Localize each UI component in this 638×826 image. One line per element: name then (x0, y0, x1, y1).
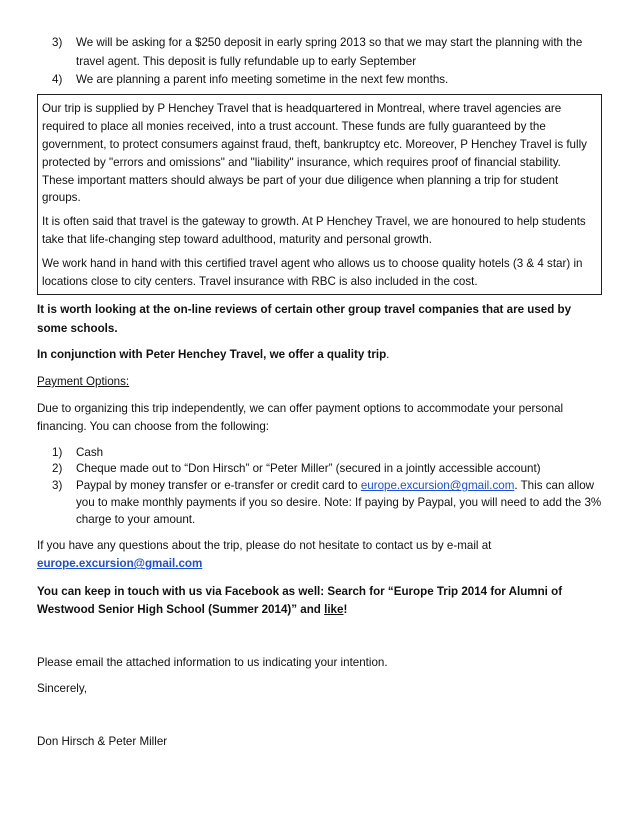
planning-list (37, 34, 602, 90)
list-number: 1) (52, 445, 63, 459)
conjunction-text: In conjunction with Peter Henchey Travel, we offer a quality trip (37, 348, 387, 362)
list-number: 3) (52, 36, 63, 49)
list-item (37, 71, 602, 90)
list-text: We are planning a parent info meeting sometime in the next few months. (76, 73, 449, 87)
payment-list (37, 445, 602, 529)
facebook-exclaim: ! (343, 603, 348, 617)
signature: Don Hirsch & Peter Miller (37, 734, 168, 748)
list-number: 2) (52, 462, 63, 476)
box-paragraph-hotels: We work hand in hand with this certified travel agent who allows us to choose quality hotels (3 & 4 star) in locations close to city centers. Travel insurance with RBC is also included in the cost. (42, 257, 583, 289)
list-item (37, 34, 602, 71)
list-number: 4) (52, 73, 63, 87)
facebook-like: like (324, 603, 344, 617)
letter-page (37, 34, 602, 759)
paypal-note: . This can allow you to make monthly payments if you so desire. Note: If paying by Paypal, you will need to add the 3% charge to your amount. (76, 479, 602, 526)
conjunction-period: . (386, 348, 390, 362)
list-text: We will be asking for a $250 deposit in early spring 2013 so that we may start the planning with the travel agent. This deposit is fully refundable up to early September (76, 36, 583, 68)
email-request: Please email the attached information to us indicating your intention. (37, 655, 388, 669)
questions-line (37, 537, 602, 574)
list-text: Cash (76, 445, 104, 459)
payment-intro: Due to organizing this trip independently, we can offer payment options to accommodate your personal financing. You can choose from the following: (37, 401, 564, 434)
reviews-note: It is worth looking at the on-line reviews of certain other group travel companies that are used by some schools. (37, 303, 572, 335)
list-item (37, 445, 602, 462)
facebook-line (37, 583, 602, 620)
list-text: Cheque made out to “Don Hirsch” or “Peter Miller” (secured in a jointly accessible account) (76, 462, 541, 476)
questions-text: If you have any questions about the trip, please do not hesitate to contact us by e-mail at (37, 538, 492, 552)
box-paragraph-funds: Our trip is supplied by P Henchey Travel that is headquartered in Montreal, where travel agencies are required to place all monies received, into a trust account. These funds are fully guaranteed by the government, to protect consumers against fraud, theft, bankruptcy etc. Moreover, P Henchey Travel is fully protected by "errors and omissions" and "liability" insurance, which requires proof of financial stability. These important matters should always be part of your due diligence when planning a trip for student groups. (42, 101, 587, 205)
box-paragraph-growth: It is often said that travel is the gateway to growth. At P Henchey Travel, we are honoured to help students take that life-changing step toward adulthood, maturity and personal growth. (42, 215, 586, 247)
facebook-text: You can keep in touch with us via Facebook as well: Search for “Europe Trip 2014 for Alumni of Westwood Senior High School (Summer 2014)” and (37, 584, 563, 617)
travel-agency-info-box (37, 94, 602, 296)
paypal-email-link[interactable]: europe.excursion@gmail.com (360, 479, 515, 493)
closing: Sincerely, (37, 682, 88, 696)
contact-email-link[interactable]: europe.excursion@gmail.com (37, 557, 203, 571)
list-number: 3) (52, 479, 63, 493)
payment-heading: Payment Options: (37, 374, 130, 388)
list-text (76, 478, 602, 528)
list-item (37, 478, 602, 528)
list-item (37, 461, 602, 478)
conjunction-line (37, 346, 602, 365)
paypal-text: Paypal by money transfer or e-transfer or credit card to (76, 479, 361, 493)
